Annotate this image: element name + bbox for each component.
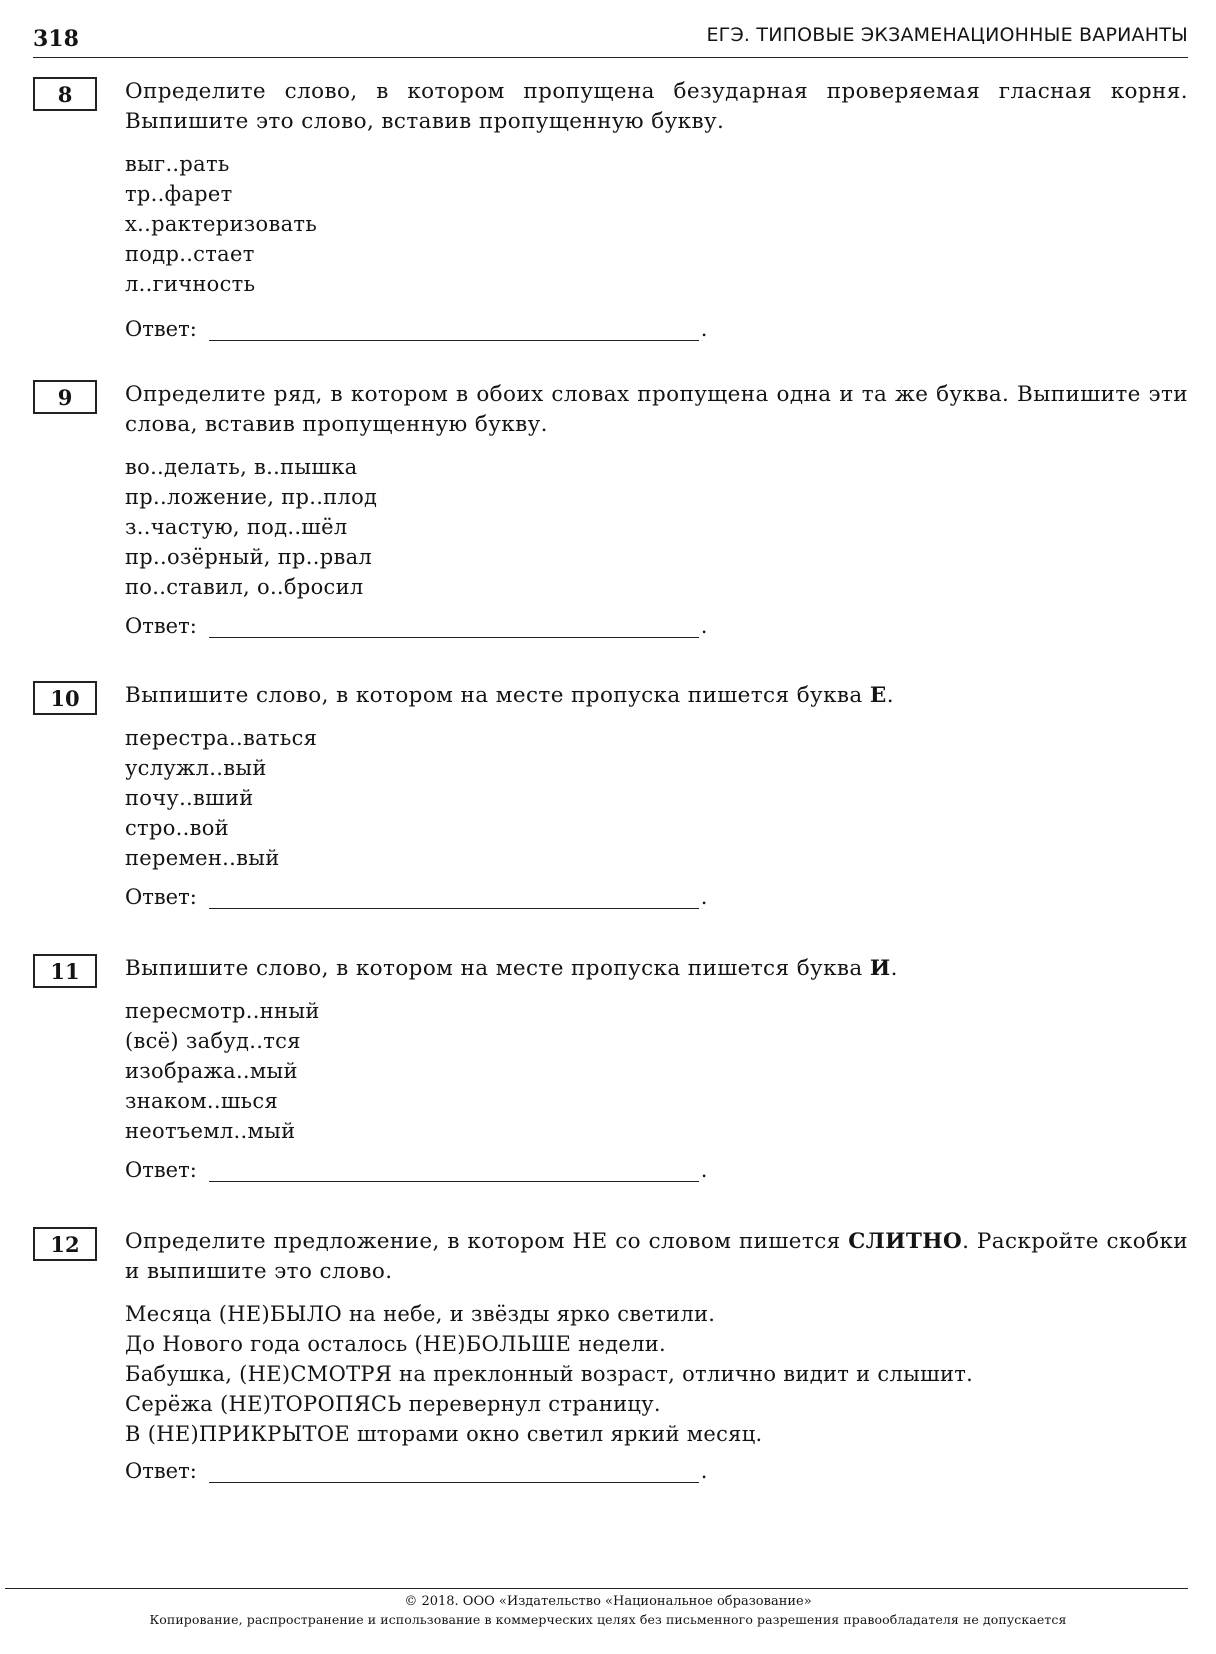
option-item: До Нового года осталось (НЕ)БОЛЬШЕ недели. <box>125 1332 667 1356</box>
footer-rule <box>5 1588 1188 1589</box>
task-number: 9 <box>33 380 97 414</box>
option-item: пересмотр..нный <box>125 999 320 1023</box>
answer-label: Ответ: <box>125 885 197 909</box>
option-item: х..рактеризовать <box>125 212 318 236</box>
option-item: пр..ложение, пр..плод <box>125 485 378 509</box>
task-prompt: Определите предложение, в котором НЕ со словом пишется СЛИТНО. Раскройте скобки и выпишите это слово. <box>125 1229 1189 1284</box>
option-item: выг..рать <box>125 152 230 176</box>
option-item: подр..стает <box>125 242 255 266</box>
answer-row: Ответ: . <box>125 1158 708 1182</box>
option-item: (всё) забуд..тся <box>125 1029 301 1053</box>
page-number: 318 <box>33 26 79 52</box>
option-list <box>125 1299 1188 1449</box>
answer-label: Ответ: <box>125 317 197 341</box>
footer-legal-notice: Копирование, распространение и использование в коммерческих целях без письменного разрешения правообладателя не допускается <box>149 1612 1067 1627</box>
task-prompt: Определите ряд, в котором в обоих словах пропущена одна и та же буква. Выпишите эти слова, вставив пропущенную букву. <box>125 382 1188 437</box>
task-number: 11 <box>33 954 97 988</box>
option-item: услужл..вый <box>125 756 267 780</box>
task-number: 12 <box>33 1227 97 1261</box>
answer-label: Ответ: <box>125 1158 197 1182</box>
option-list <box>125 149 1188 299</box>
task-prompt: Выпишите слово, в котором на месте пропуска пишется буква И. <box>125 956 898 981</box>
option-item: тр..фарет <box>125 182 233 206</box>
answer-row: Ответ: . <box>125 317 708 341</box>
task-number: 8 <box>33 77 97 111</box>
running-header: ЕГЭ. ТИПОВЫЕ ЭКЗАМЕНАЦИОННЫЕ ВАРИАНТЫ <box>706 24 1188 46</box>
answer-row: Ответ: . <box>125 1459 708 1483</box>
option-item: В (НЕ)ПРИКРЫТОЕ шторами окно светил яркий месяц. <box>125 1422 763 1446</box>
option-item: Месяца (НЕ)БЫЛО на небе, и звёзды ярко светили. <box>125 1302 716 1326</box>
option-item: перестра..ваться <box>125 726 318 750</box>
answer-field[interactable] <box>209 318 699 341</box>
option-item: Серёжа (НЕ)ТОРОПЯСЬ перевернул страницу. <box>125 1392 661 1416</box>
option-item: стро..вой <box>125 816 229 840</box>
task-prompt: Определите слово, в котором пропущена безударная проверяемая гласная корня. Выпишите это слово, вставив пропущенную букву. <box>125 79 1188 134</box>
option-item: во..делать, в..пышка <box>125 455 358 479</box>
option-item: знаком..шься <box>125 1089 278 1113</box>
option-item: л..гичность <box>125 272 256 296</box>
footer-copyright: © 2018. ООО «Издательство «Национальное образование» <box>404 1594 812 1609</box>
answer-field[interactable] <box>209 1460 699 1483</box>
task-prompt: Выпишите слово, в котором на месте пропуска пишется буква Е. <box>125 683 894 708</box>
option-item: перемен..вый <box>125 846 280 870</box>
option-item: неотъемл..мый <box>125 1119 296 1143</box>
answer-row: Ответ: . <box>125 614 708 638</box>
option-item: пр..озёрный, пр..рвал <box>125 545 373 569</box>
option-list <box>125 723 1188 873</box>
option-item: по..ставил, о..бросил <box>125 575 364 599</box>
answer-row: Ответ: . <box>125 885 708 909</box>
answer-field[interactable] <box>209 1159 699 1182</box>
option-item: почу..вший <box>125 786 254 810</box>
option-item: Бабушка, (НЕ)СМОТРЯ на преклонный возраст, отлично видит и слышит. <box>125 1362 974 1386</box>
answer-label: Ответ: <box>125 614 197 638</box>
option-item: з..частую, под..шёл <box>125 515 348 539</box>
answer-field[interactable] <box>209 615 699 638</box>
option-list <box>125 452 1188 602</box>
option-item: изобража..мый <box>125 1059 298 1083</box>
answer-label: Ответ: <box>125 1459 197 1483</box>
task-number: 10 <box>33 681 97 715</box>
header-rule <box>33 57 1188 58</box>
option-list <box>125 996 1188 1146</box>
answer-field[interactable] <box>209 886 699 909</box>
